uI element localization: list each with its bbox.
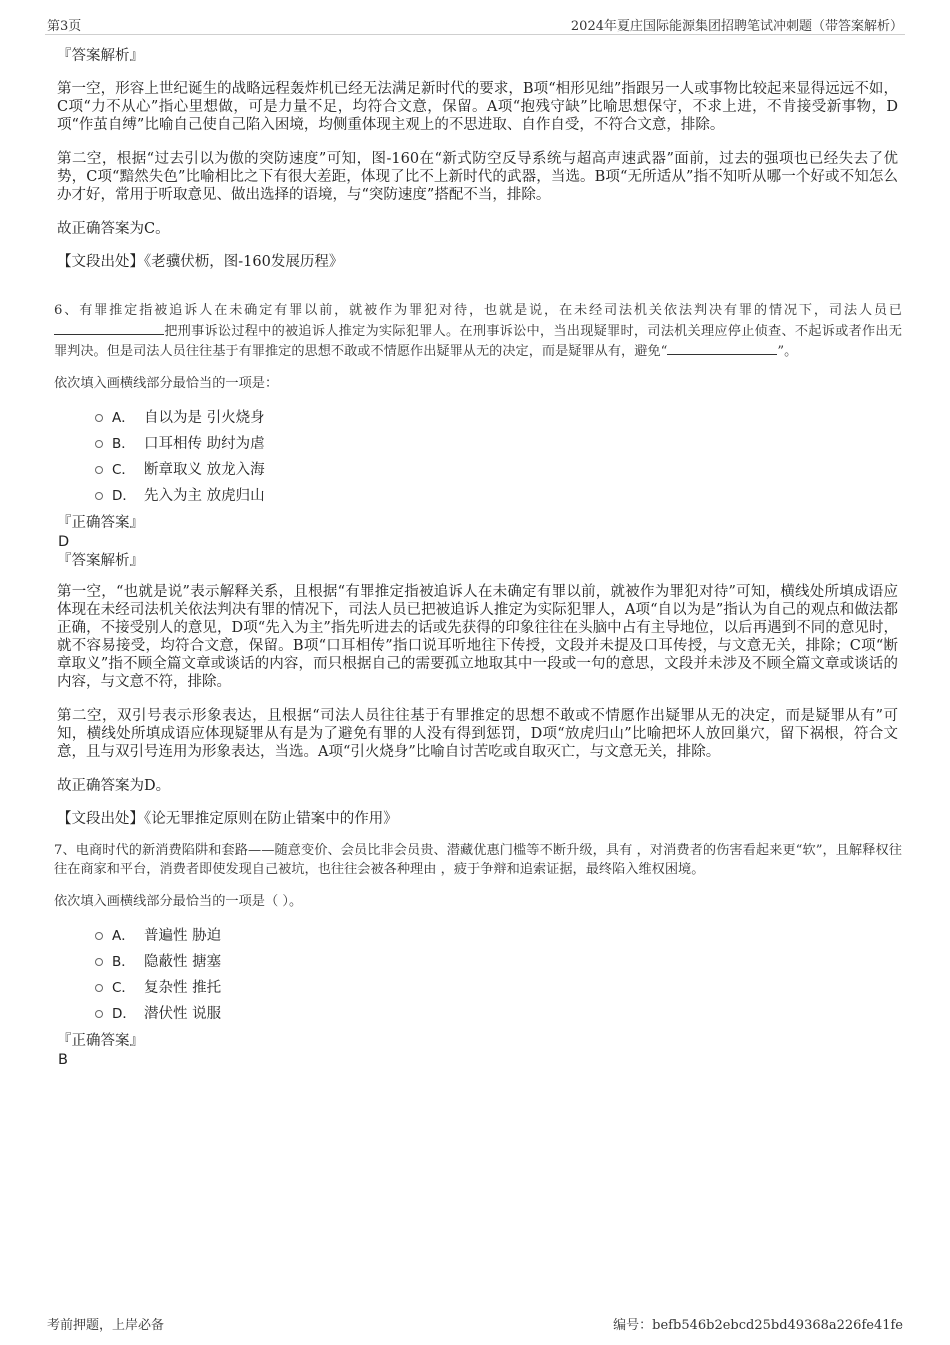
q5-analysis-p1: 第一空，形容上世纪诞生的战略远程轰炸机已经无法满足新时代的要求，B项“相形见绌”指跟另一人或事物比较起来显得远远不如，C项“力不从心”指心里想做，可是力量不足，均符合文意，保留。A项“抱残守缺”比喻思想保守，不求上进，不肯接受新事物，D项“作茧自缚”比喻自己使自己陷入困境，均侧重体现主观上的不思进取、自作自受，不符合文意，排除。 bbox=[57, 81, 898, 133]
q7-stem: 7、电商时代的新消费陷阱和套路——随意变价、会员比非会员贵、潜藏优惠门槛等不断升级，具有 ，对消费者的伤害看起来更“软”，且解释权往往在商家和平台，消费者即使发现自己被坑，也往往会被各种理由 ，疲于争辩和追索证据，最终陷入维权困境。 bbox=[54, 842, 902, 877]
q6-blank-1[interactable] bbox=[54, 321, 164, 335]
q6-stem: 6、有罪推定指被追诉人在未确定有罪以前，就被作为罪犯对待，也就是说，在未经司法机关依法判决有罪的情况下，司法人员已把刑事诉讼过程中的被追诉人推定为实际犯罪人。在刑事诉讼中，当出现疑罪时，司法机关理应停止侦查、不起诉或者作出无罪判决。但是司法人员往往基于有罪推定的思想不敢或不情愿作出疑罪从无的决定，而是疑罪从有，避免“ ”。 bbox=[54, 303, 902, 359]
q5-conclusion: 故正确答案为C。 bbox=[57, 221, 170, 237]
q7-option-d[interactable]: D． 潜伏性 说服 bbox=[95, 1001, 898, 1027]
q6-option-c[interactable]: C． 断章取义 放龙入海 bbox=[95, 457, 898, 483]
q6-source: 【文段出处】《论无罪推定原则在防止错案中的作用》 bbox=[57, 810, 398, 827]
radio-icon[interactable] bbox=[95, 984, 103, 992]
q6-analysis-label: 『答案解析』 bbox=[57, 552, 144, 569]
q7-answer-label: 『正确答案』 bbox=[57, 1032, 144, 1049]
radio-icon[interactable] bbox=[95, 414, 103, 422]
page-content bbox=[54, 46, 902, 1069]
q7-option-a[interactable]: A． 普遍性 胁迫 bbox=[95, 923, 898, 949]
q5-analysis-p2: 第二空，根据“过去引以为傲的突防速度”可知，图-160在“新式防空反导系统与超高声速武器”面前，过去的强项也已经失去了优势，C项“黯然失色”比喻相比之下有很大差距，体现了比不上新时代的武器，当选。B项“无所适从”指不知听从哪一个好或不知怎么办才好，常用于听取意见、做出选择的语境，与“突防速度”搭配不当，排除。 bbox=[57, 151, 898, 203]
q6-answer-label: 『正确答案』 bbox=[57, 514, 144, 531]
q7-options bbox=[95, 923, 898, 1027]
radio-icon[interactable] bbox=[95, 958, 103, 966]
q6-conclusion: 故正确答案为D。 bbox=[57, 777, 171, 794]
q6-option-d[interactable]: D． 先入为主 放虎归山 bbox=[95, 483, 898, 509]
q7-option-b[interactable]: B． 隐蔽性 搪塞 bbox=[95, 949, 898, 975]
radio-icon[interactable] bbox=[95, 492, 103, 500]
q6-answer: D bbox=[58, 533, 70, 550]
q6-analysis-p1: 第一空，“也就是说”表示解释关系，且根据“有罪推定指被追诉人在未确定有罪以前，就被作为罪犯对待”可知，横线处所填成语应体现在未经司法机关依法判决有罪的情况下，司法人员已把被追诉人推定为实际犯罪人，A项“自以为是”指认为自己的观点和做法都正确，不接受别人的意见，D项“先入为主”指先听进去的话或先获得的印象往往在头脑中占有主导地位，以后再遇到不同的意见时，就不容易接受，均符合文意，保留。B项“口耳相传”指口说耳听地往下传授，文段并未提及口耳传授，与文意无关，排除；C项“断章取义”指不顾全篇文章或谈话的内容，而只根据自己的需要孤立地取其中一段或一句的意思，文段并未涉及不顾全篇文章或谈话的内容，与文意不符，排除。 bbox=[57, 583, 898, 690]
q5-analysis-label: 『答案解析』 bbox=[57, 48, 144, 64]
radio-icon[interactable] bbox=[95, 1010, 103, 1018]
page-header bbox=[45, 12, 905, 35]
radio-icon[interactable] bbox=[95, 466, 103, 474]
q7-instruction: 依次填入画横线部分最恰当的一项是（ ）。 bbox=[54, 893, 303, 909]
q6-options bbox=[95, 405, 898, 509]
q6-instruction: 依次填入画横线部分最恰当的一项是： bbox=[54, 375, 279, 391]
page-footer bbox=[45, 1314, 905, 1332]
q6-analysis-p2: 第二空，双引号表示形象表达，且根据“司法人员往往基于有罪推定的思想不敢或不情愿作出疑罪从无的决定，而是疑罪从有”可知，横线处所填成语应体现疑罪从有是为了避免有罪的人没有得到惩罚，D项“放虎归山”比喻把坏人放回巢穴，留下祸根，符合文意，且与双引号连用为形象表达，当选。A项“引火烧身”比喻自讨苦吃或自取灭亡，与文意无关，排除。 bbox=[57, 707, 898, 760]
q6-option-a[interactable]: A． 自以为是 引火烧身 bbox=[95, 405, 898, 431]
page-number: 第3页 bbox=[47, 19, 82, 34]
radio-icon[interactable] bbox=[95, 932, 103, 940]
q7-answer: B bbox=[58, 1051, 68, 1068]
q6-blank-2[interactable] bbox=[667, 341, 777, 355]
q6-option-b[interactable]: B． 口耳相传 助纣为虐 bbox=[95, 431, 898, 457]
document-title: 2024年夏庄国际能源集团招聘笔试冲刺题（带答案解析） bbox=[570, 19, 903, 34]
q7-option-c[interactable]: C． 复杂性 推托 bbox=[95, 975, 898, 1001]
q5-source: 【文段出处】《老骥伏枥，图-160发展历程》 bbox=[57, 254, 344, 270]
document-id: 编号：befb546b2ebcd25bd49368a226fe41fe bbox=[613, 1318, 903, 1333]
footer-slogan: 考前押题，上岸必备 bbox=[47, 1318, 165, 1333]
radio-icon[interactable] bbox=[95, 440, 103, 448]
